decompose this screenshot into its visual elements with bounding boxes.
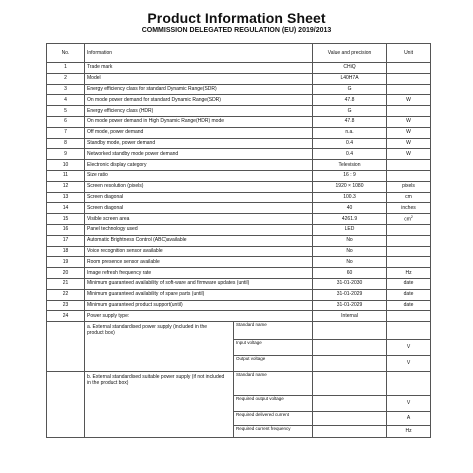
row-unit — [387, 106, 431, 117]
row-value — [313, 73, 387, 84]
row-number — [47, 203, 85, 214]
row-unit — [387, 138, 431, 149]
row-value-text: 47.8 — [344, 96, 355, 103]
table-row — [47, 106, 431, 117]
row-number-text: 13 — [62, 193, 69, 200]
row-information-text: Screen diagonal — [87, 193, 124, 200]
row-information — [85, 116, 313, 127]
row-value-text: G — [347, 85, 352, 92]
row-information — [85, 84, 313, 95]
row-number — [47, 278, 85, 289]
power-supply-field-unit-text: V — [406, 400, 411, 407]
row-information-text: Visible screen area — [87, 215, 130, 222]
row-information-text: Room presence sensor available — [87, 258, 160, 265]
row-number — [47, 246, 85, 257]
row-value-text: 40 — [346, 204, 353, 211]
table-row — [47, 149, 431, 160]
row-number — [47, 63, 85, 74]
row-unit-text: Hz — [405, 269, 412, 276]
power-supply-field-value — [313, 340, 387, 356]
column-header-information: Information — [85, 44, 313, 63]
row-information-text: Image refresh frequency rate — [87, 269, 152, 276]
table-row — [47, 278, 431, 289]
column-header-no: No. — [47, 44, 85, 63]
table-row — [47, 300, 431, 311]
power-supply-field-unit — [387, 356, 431, 372]
row-value-text: No — [346, 237, 353, 244]
table-row — [47, 116, 431, 127]
row-unit-text: cm — [404, 216, 411, 223]
row-number-text: 20 — [62, 269, 69, 276]
table-row — [47, 170, 431, 181]
power-supply-field-unit-text: V — [406, 344, 411, 351]
row-information-text: On mode power demand in High Dynamic Range(HDR) mode — [87, 118, 225, 125]
row-value-text: 60 — [346, 269, 353, 276]
row-information-text: Size ratio — [87, 172, 108, 179]
row-number-text: 18 — [62, 247, 69, 254]
row-unit — [387, 311, 431, 322]
table-row — [47, 127, 431, 138]
row-number — [47, 192, 85, 203]
page-title: Product Information Sheet — [147, 10, 326, 26]
power-supply-type-label — [85, 372, 234, 438]
row-number-text: 22 — [62, 291, 69, 298]
row-value — [313, 278, 387, 289]
row-unit — [387, 300, 431, 311]
row-value — [313, 84, 387, 95]
power-supply-type-label-text: a. External standardised power supply (included in the product box) — [87, 324, 208, 337]
power-supply-field-unit — [387, 322, 431, 340]
power-supply-field-unit — [387, 396, 431, 412]
row-number-text: 21 — [62, 280, 69, 287]
row-value-text: 1920 × 1080 — [335, 183, 364, 190]
row-unit-text: W — [406, 150, 411, 157]
row-value — [313, 214, 387, 225]
row-information — [85, 300, 313, 311]
row-information — [85, 289, 313, 300]
row-number-text: 11 — [62, 172, 69, 179]
column-header-unit: Unit — [387, 44, 431, 63]
row-unit — [387, 160, 431, 171]
row-unit — [387, 192, 431, 203]
row-number — [47, 214, 85, 225]
table-body — [47, 63, 431, 438]
power-supply-field-value — [313, 396, 387, 412]
power-supply-field-unit-text: A — [406, 415, 411, 422]
power-supply-field-name-text: Output voltage — [236, 356, 266, 362]
row-information — [85, 257, 313, 268]
row-information — [85, 181, 313, 192]
row-unit-text: date — [403, 301, 414, 308]
row-unit-text: inches — [401, 204, 416, 211]
row-information — [85, 214, 313, 225]
row-value — [313, 63, 387, 74]
power-supply-blank — [47, 372, 85, 438]
row-value — [313, 289, 387, 300]
power-supply-field-name — [234, 340, 313, 356]
row-information-text: Automatic Brightness Control (ABC)available — [87, 237, 187, 244]
row-number — [47, 127, 85, 138]
row-unit — [387, 95, 431, 106]
row-information — [85, 63, 313, 74]
row-information-text: Voice recognition sensor available — [87, 247, 163, 254]
row-information-text: Power supply type: — [87, 312, 130, 319]
row-information-text: On mode power demand for standard Dynamic Range(SDR) — [87, 96, 221, 103]
row-number-text: 4 — [64, 96, 67, 103]
row-unit-text: W — [406, 139, 411, 146]
row-information-text: Minimum guaranteed availability of spare parts (until) — [87, 291, 205, 298]
power-supply-field-name-text: Required current frequency — [236, 426, 291, 432]
row-unit-text: pixels — [402, 183, 415, 190]
row-unit — [387, 116, 431, 127]
row-unit — [387, 246, 431, 257]
power-supply-field-value — [313, 322, 387, 340]
row-unit-text: W — [406, 129, 411, 136]
row-value-text: Television — [338, 161, 361, 168]
row-value — [313, 257, 387, 268]
row-value-text: 0.4 — [346, 150, 353, 157]
row-information — [85, 235, 313, 246]
table-row — [47, 268, 431, 279]
power-supply-field-name-text: Required output voltage — [236, 396, 284, 402]
power-supply-field-unit — [387, 426, 431, 438]
row-number — [47, 235, 85, 246]
row-value-text: 0.4 — [346, 139, 353, 146]
power-supply-field-name — [234, 396, 313, 412]
row-unit — [387, 170, 431, 181]
row-unit-text: W — [406, 96, 411, 103]
row-value-text: 31-01-2029 — [336, 291, 363, 298]
row-information — [85, 278, 313, 289]
row-information-text: Off mode, power demand — [87, 129, 144, 136]
power-supply-field-unit-text: Hz — [405, 428, 412, 435]
power-supply-field-name — [234, 356, 313, 372]
row-information-text: Screen diagonal — [87, 204, 124, 211]
row-number — [47, 138, 85, 149]
power-supply-field-name — [234, 372, 313, 396]
row-value-text: CHiQ — [343, 64, 356, 71]
row-unit-text: date — [403, 280, 414, 287]
row-unit — [387, 149, 431, 160]
power-supply-field-value — [313, 356, 387, 372]
row-value — [313, 192, 387, 203]
row-information-text: Panel technology used — [87, 226, 138, 233]
row-value-text: n.a. — [345, 129, 354, 136]
row-value-text: 100.3 — [343, 193, 356, 200]
row-number — [47, 257, 85, 268]
power-supply-field-name-text: Standard name — [236, 322, 267, 328]
row-information — [85, 127, 313, 138]
table-row — [47, 246, 431, 257]
unit-superscript: 2 — [410, 214, 413, 219]
row-number — [47, 300, 85, 311]
row-information-text: Model — [87, 75, 101, 82]
row-value-text: L40H7A — [340, 75, 359, 82]
table-row — [47, 311, 431, 322]
row-unit — [387, 289, 431, 300]
row-value — [313, 300, 387, 311]
row-number-text: 23 — [62, 301, 69, 308]
power-supply-field-name — [234, 426, 313, 438]
row-unit — [387, 203, 431, 214]
row-value — [313, 127, 387, 138]
row-number-text: 15 — [62, 215, 69, 222]
row-value — [313, 268, 387, 279]
power-supply-field-name — [234, 322, 313, 340]
power-supply-blank — [47, 322, 85, 372]
row-number — [47, 106, 85, 117]
row-number-text: 9 — [64, 150, 67, 157]
row-number-text: 6 — [64, 118, 67, 125]
power-supply-field-value — [313, 372, 387, 396]
row-number — [47, 181, 85, 192]
power-supply-row — [47, 372, 431, 396]
row-unit-text: date — [403, 291, 414, 298]
table-row — [47, 289, 431, 300]
row-information — [85, 224, 313, 235]
row-value — [313, 138, 387, 149]
table-row — [47, 257, 431, 268]
row-unit — [387, 214, 431, 225]
row-number — [47, 116, 85, 127]
row-value — [313, 170, 387, 181]
table-row — [47, 235, 431, 246]
row-number-text: 12 — [62, 183, 69, 190]
row-unit — [387, 268, 431, 279]
row-value — [313, 149, 387, 160]
power-supply-field-value — [313, 426, 387, 438]
row-information — [85, 106, 313, 117]
row-value-text: 4261.9 — [341, 215, 358, 222]
table-row — [47, 214, 431, 225]
row-number-text: 1 — [64, 64, 67, 71]
row-value — [313, 106, 387, 117]
row-number-text: 19 — [62, 258, 69, 265]
row-unit — [387, 63, 431, 74]
row-value — [313, 203, 387, 214]
row-value — [313, 246, 387, 257]
row-information — [85, 311, 313, 322]
power-supply-field-name-text: Required delivered current — [236, 412, 290, 418]
row-unit-text: cm — [405, 193, 412, 200]
row-number — [47, 268, 85, 279]
row-information-text: Screen resolution (pixels) — [87, 183, 144, 190]
row-unit — [387, 278, 431, 289]
power-supply-field-unit — [387, 412, 431, 426]
power-supply-field-unit-text: V — [406, 360, 411, 367]
row-information-text: Electronic display category — [87, 161, 147, 168]
row-value-text: 31-01-2030 — [336, 280, 363, 287]
row-value-text: No — [346, 258, 353, 265]
row-value — [313, 311, 387, 322]
row-value-text: No — [346, 247, 353, 254]
row-information-text: Networked standby mode power demand — [87, 150, 179, 157]
row-value-text: LED — [344, 226, 355, 233]
table-row — [47, 95, 431, 106]
row-number-text: 8 — [64, 139, 67, 146]
power-supply-field-name-text: Input voltage — [236, 340, 262, 346]
power-supply-row — [47, 322, 431, 340]
row-information-text: Energy efficiency class (HDR) — [87, 107, 154, 114]
row-number — [47, 170, 85, 181]
row-number-text: 17 — [62, 237, 69, 244]
information-table — [46, 43, 431, 438]
table-row — [47, 84, 431, 95]
row-unit — [387, 235, 431, 246]
row-information — [85, 246, 313, 257]
row-value-text: 47.8 — [344, 118, 355, 125]
row-information — [85, 149, 313, 160]
power-supply-field-value — [313, 412, 387, 426]
row-number-text: 14 — [62, 204, 69, 211]
row-information — [85, 73, 313, 84]
row-information — [85, 95, 313, 106]
row-number — [47, 224, 85, 235]
row-information — [85, 268, 313, 279]
row-information-text: Standby mode, power demand — [87, 139, 156, 146]
power-supply-type-label — [85, 322, 234, 372]
table-row — [47, 192, 431, 203]
row-number-text: 10 — [62, 161, 69, 168]
row-information — [85, 160, 313, 171]
power-supply-field-name — [234, 412, 313, 426]
row-value — [313, 95, 387, 106]
row-information-text: Trade mark — [87, 64, 113, 71]
row-value-text: Internal — [341, 312, 358, 319]
table-row — [47, 224, 431, 235]
row-value-text: 16 : 9 — [343, 172, 356, 179]
row-information — [85, 203, 313, 214]
power-supply-field-unit — [387, 340, 431, 356]
row-unit — [387, 73, 431, 84]
row-information-text: Minimum guaranteed product support(until) — [87, 301, 183, 308]
row-information-text: Energy efficiency class for standard Dynamic Range(SDR) — [87, 85, 217, 92]
row-information — [85, 138, 313, 149]
table-row — [47, 63, 431, 74]
power-supply-type-label-text: b. External standardised suitable power supply (if not included in the product box) — [87, 374, 225, 387]
row-number — [47, 84, 85, 95]
power-supply-field-name-text: Standard name — [236, 372, 267, 378]
row-unit — [387, 257, 431, 268]
table-row — [47, 181, 431, 192]
row-unit — [387, 224, 431, 235]
row-unit — [387, 84, 431, 95]
row-number-text: 2 — [64, 75, 67, 82]
row-value-text: 31-01-2029 — [336, 301, 363, 308]
row-number — [47, 73, 85, 84]
row-number — [47, 160, 85, 171]
column-header-value: Value and precision — [313, 44, 387, 63]
table-row — [47, 203, 431, 214]
row-number-text: 3 — [64, 85, 67, 92]
row-number — [47, 95, 85, 106]
row-value-text: G — [347, 107, 352, 114]
row-number — [47, 289, 85, 300]
row-unit-text: W — [406, 118, 411, 125]
row-number — [47, 149, 85, 160]
row-information — [85, 170, 313, 181]
row-number-text: 24 — [62, 312, 69, 319]
row-number-text: 7 — [64, 129, 67, 136]
row-value — [313, 224, 387, 235]
row-number — [47, 311, 85, 322]
row-information-text: Minimum guaranteed availability of soft-ware and firmware updates (until) — [87, 280, 250, 287]
table-row — [47, 73, 431, 84]
row-number-text: 5 — [64, 107, 67, 114]
row-number-text: 16 — [62, 226, 69, 233]
table-row — [47, 160, 431, 171]
row-value — [313, 181, 387, 192]
row-unit — [387, 181, 431, 192]
table-row — [47, 138, 431, 149]
row-value — [313, 116, 387, 127]
page-subtitle: COMMISSION DELEGATED REGULATION (EU) 2019/2013 — [141, 27, 332, 34]
power-supply-field-unit — [387, 372, 431, 396]
table-header-row — [47, 44, 431, 63]
row-value — [313, 235, 387, 246]
row-value — [313, 160, 387, 171]
row-information — [85, 192, 313, 203]
row-unit — [387, 127, 431, 138]
